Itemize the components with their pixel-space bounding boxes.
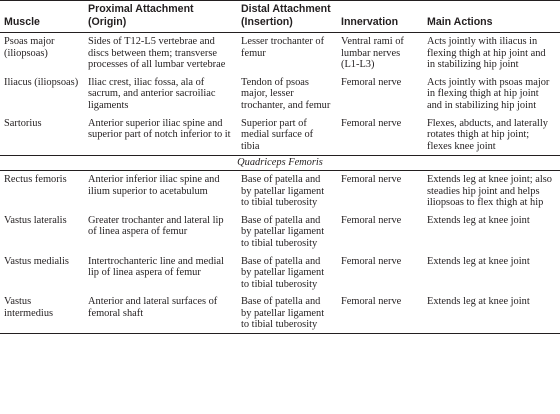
proximal-cell: Intertrochanteric line and medial lip of linea aspera of femur xyxy=(88,255,224,279)
muscle-cell: Rectus femoris xyxy=(4,173,67,185)
proximal-cell: Iliac crest, iliac fossa, ala of sacrum, and anterior sacroiliac ligaments xyxy=(88,76,216,111)
header-innervation: Innervation xyxy=(337,1,423,33)
table-row xyxy=(0,33,560,74)
distal-cell: Base of patella and by patellar ligament to tibial tuberosity xyxy=(237,293,337,333)
innervation-cell: Femoral nerve xyxy=(341,255,402,267)
table-row xyxy=(0,212,560,253)
header-main-actions: Main Actions xyxy=(423,1,560,33)
section-row xyxy=(0,156,560,171)
innervation-cell: Ventral rami of lumbar nerves (L1-L3) xyxy=(341,36,404,71)
distal-cell: Base of patella and by patellar ligament to tibial tuberosity xyxy=(241,214,325,249)
muscle-cell: Psoas major (iliopsoas) xyxy=(4,36,55,59)
distal-cell: Base of patella and by patellar ligament to tibial tuberosity xyxy=(241,255,325,290)
actions-cell: Extends leg at knee joint xyxy=(427,255,530,267)
distal-cell: Base of patella and by patellar ligament to tibial tuberosity xyxy=(241,173,325,209)
section-heading: Quadriceps Femoris xyxy=(0,156,560,171)
header-muscle: Muscle xyxy=(0,1,84,33)
proximal-cell: Sides of T12-L5 vertebrae and discs between them; transverse processes of all lumbar vertebrae xyxy=(88,36,226,71)
distal-cell: Lesser trochanter of femur xyxy=(241,36,325,59)
table-row xyxy=(0,115,560,156)
distal-cell: Tendon of psoas major, lesser trochanter, and femur xyxy=(241,76,331,111)
actions-cell: Acts jointly with psoas major in flexing thigh at hip joint and in stabilizing hip joint xyxy=(427,76,550,111)
innervation-cell: Femoral nerve xyxy=(337,293,423,333)
muscle-cell: Vastus lateralis xyxy=(4,214,67,226)
proximal-cell: Anterior inferior iliac spine and ilium superior to acetabulum xyxy=(88,173,220,197)
muscle-cell: Vastus medialis xyxy=(4,255,69,267)
table-row xyxy=(0,253,560,294)
innervation-cell: Femoral nerve xyxy=(341,173,402,185)
table-row xyxy=(0,74,560,115)
header-row xyxy=(0,1,560,33)
distal-cell: Superior part of medial surface of tibia xyxy=(241,117,314,152)
muscle-cell: Iliacus (iliopsoas) xyxy=(4,76,79,88)
header-proximal-attachment: Proximal Attachment (Origin) xyxy=(84,1,237,33)
table-row xyxy=(0,170,560,211)
actions-cell: Extends leg at knee joint; also steadies hip joint and helps iliopsoas to flex thigh at hip xyxy=(427,173,552,209)
actions-cell: Extends leg at knee joint xyxy=(427,214,530,226)
actions-cell: Flexes, abducts, and laterally rotates thigh at hip joint; flexes knee joint xyxy=(427,117,548,152)
actions-cell: Acts jointly with iliacus in flexing thigh at hip joint and in stabilizing hip joint xyxy=(427,36,546,71)
muscle-cell: Sartorius xyxy=(4,117,42,129)
table-header xyxy=(0,1,560,33)
innervation-cell: Femoral nerve xyxy=(341,76,402,88)
muscle-cell: Vastus intermedius xyxy=(0,293,84,333)
actions-cell: Extends leg at knee joint xyxy=(423,293,560,333)
innervation-cell: Femoral nerve xyxy=(341,214,402,226)
table-body xyxy=(0,33,560,334)
table-row xyxy=(0,293,560,333)
proximal-cell: Greater trochanter and lateral lip of linea aspera of femur xyxy=(88,214,224,238)
innervation-cell: Femoral nerve xyxy=(341,117,402,129)
proximal-cell: Anterior superior iliac spine and superior part of notch inferior to it xyxy=(88,117,231,141)
proximal-cell: Anterior and lateral surfaces of femoral shaft xyxy=(84,293,237,333)
header-distal-attachment: Distal Attachment (Insertion) xyxy=(237,1,337,33)
